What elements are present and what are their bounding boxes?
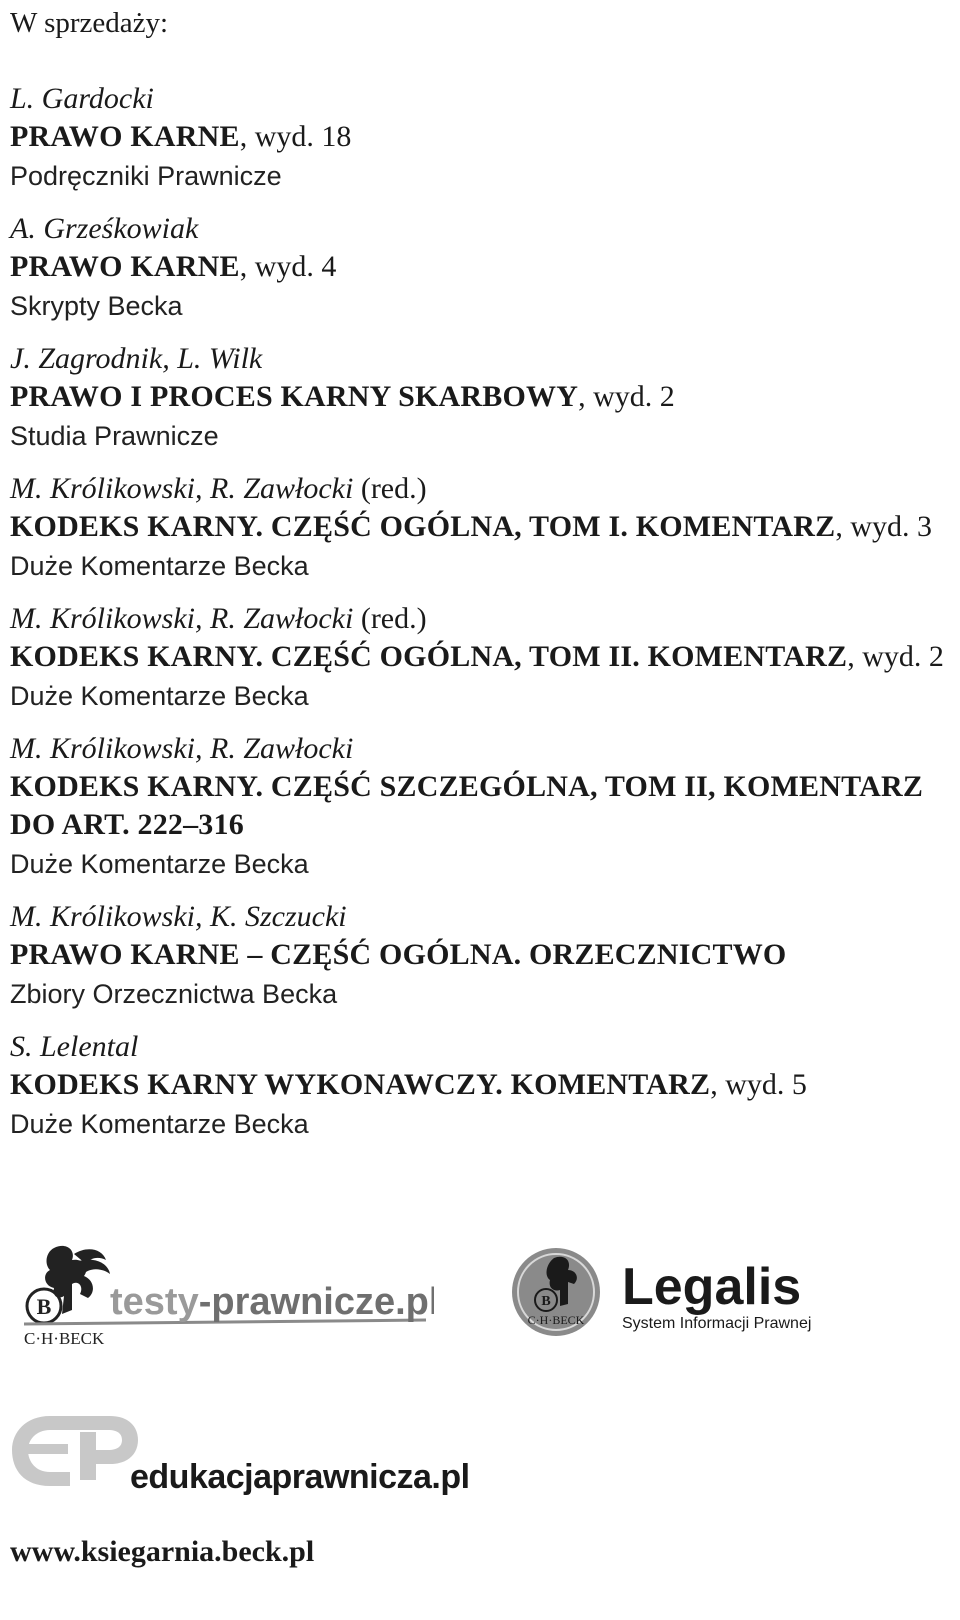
book-title: KODEKS KARNY. CZĘŚĆ OGÓLNA, TOM I. KOMENTARZ, wyd. 3 (10, 510, 932, 543)
svg-text:Legalis: Legalis (622, 1258, 802, 1316)
bookstore-link[interactable]: www.ksiegarnia.beck.pl (10, 1535, 315, 1568)
book-title: PRAWO KARNE – CZĘŚĆ OGÓLNA. ORZECZNICTWO (10, 938, 787, 971)
book-title: KODEKS KARNY WYKONAWCZY. KOMENTARZ, wyd. 5 (10, 1068, 807, 1101)
book-author: S. Lelental (10, 1030, 139, 1063)
book-series: Duże Komentarze Becka (10, 849, 309, 879)
book-author: L. Gardocki (10, 82, 154, 115)
book-series: Podręczniki Prawnicze (10, 161, 282, 191)
book-list (10, 80, 950, 1144)
book-author: M. Królikowski, R. Zawłocki (red.) (10, 602, 427, 635)
edukacja-prawnicza-logo[interactable] (10, 1410, 470, 1500)
svg-text:System Informacji Prawnej: System Informacji Prawnej (622, 1315, 812, 1332)
book-series: Zbiory Orzecznictwa Becka (10, 979, 338, 1009)
book-series: Studia Prawnicze (10, 421, 219, 451)
ep-mark-icon (10, 1410, 470, 1500)
book-series: Duże Komentarze Becka (10, 551, 309, 581)
book-author: M. Królikowski, R. Zawłocki (10, 732, 354, 765)
legalis-badge-icon (510, 1246, 870, 1346)
book-title: PRAWO KARNE, wyd. 4 (10, 250, 337, 283)
svg-text:C·H·BECK: C·H·BECK (24, 1329, 105, 1348)
book-entry (10, 898, 950, 1014)
page (10, 0, 950, 1568)
svg-text:edukacjaprawnicza.pl: edukacjaprawnicza.pl (130, 1458, 470, 1496)
svg-text:B: B (541, 1294, 551, 1309)
book-series: Duże Komentarze Becka (10, 1109, 309, 1139)
book-series: Skrypty Becka (10, 291, 183, 321)
legalis-logo[interactable] (510, 1246, 870, 1346)
book-entry (10, 80, 950, 196)
book-author: M. Królikowski, K. Szczucki (10, 900, 347, 933)
svg-text:EP: EP (10, 1410, 12, 1411)
svg-text:C·H·BECK: C·H·BECK (527, 1313, 585, 1327)
book-series: Duże Komentarze Becka (10, 681, 309, 711)
book-title: KODEKS KARNY. CZĘŚĆ SZCZEGÓLNA, TOM II, KOMENTARZ DO ART. 222–316 (10, 770, 924, 841)
svg-text:testy-prawnicze.pl: testy-prawnicze.pl (110, 1281, 434, 1323)
logos-row (10, 1240, 950, 1360)
book-author: M. Królikowski, R. Zawłocki (red.) (10, 472, 427, 505)
section-header: W sprzedaży: (10, 7, 169, 39)
book-entry (10, 600, 950, 716)
griffin-icon (14, 1240, 434, 1350)
book-entry (10, 210, 950, 326)
book-entry (10, 470, 950, 586)
book-entry (10, 340, 950, 456)
book-entry (10, 730, 950, 884)
book-author: A. Grześkowiak (10, 212, 199, 245)
testy-prawnicze-logo[interactable] (14, 1240, 434, 1350)
book-author: J. Zagrodnik, L. Wilk (10, 342, 263, 375)
book-title: KODEKS KARNY. CZĘŚĆ OGÓLNA, TOM II. KOMENTARZ, wyd. 2 (10, 640, 944, 673)
book-entry (10, 1028, 950, 1144)
book-title: PRAWO I PROCES KARNY SKARBOWY, wyd. 2 (10, 380, 675, 413)
book-title: PRAWO KARNE, wyd. 18 (10, 120, 352, 153)
svg-text:B: B (36, 1294, 52, 1319)
